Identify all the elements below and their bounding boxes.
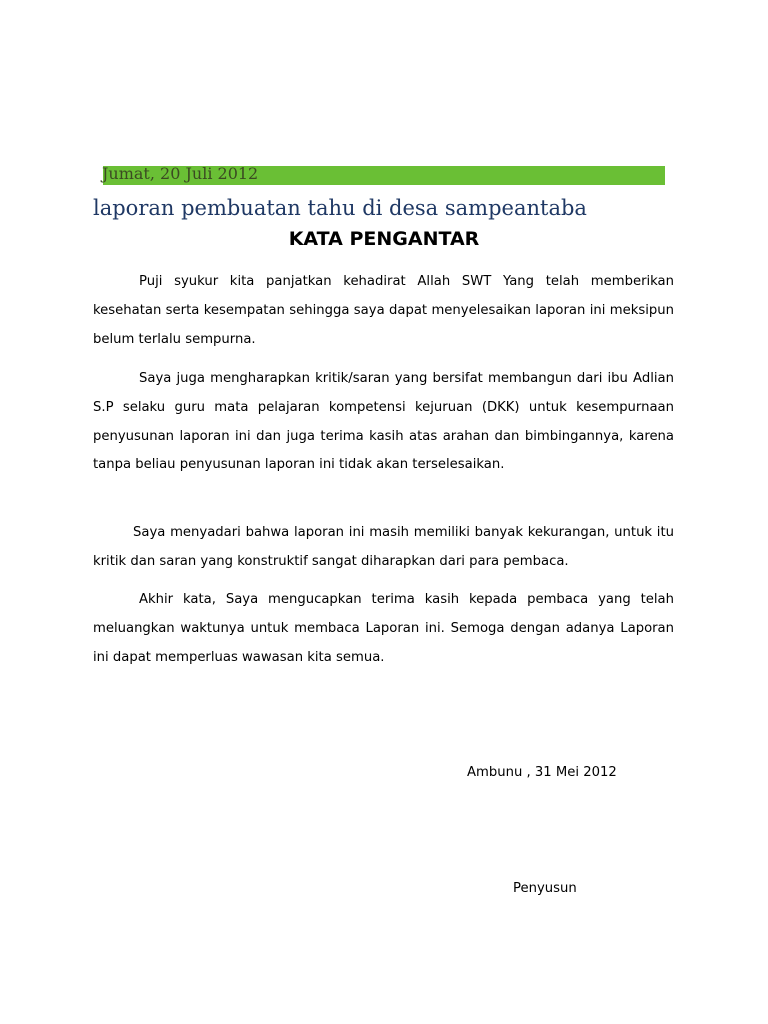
paragraph-3: Saya menyadari bahwa laporan ini masih memiliki banyak kekurangan, untuk itu kritik dan saran yang konstruktif sangat diharapkan dari para pembaca. — [93, 525, 674, 569]
paragraph-2: Saya juga mengharapkan kritik/saran yang bersifat membangun dari ibu Adlian S.P selaku guru mata pelajaran kompetensi kejuruan (DKK) untuk kesempurnaan penyusunan laporan ini dan juga terima kasih atas arahan dan bimbingannya, karena tanpa beliau penyusunan laporan ini tidak akan terselesaikan. — [93, 371, 674, 473]
page-heading: KATA PENGANTAR — [288, 228, 480, 250]
header-date: Jumat, 20 Juli 2012 — [102, 164, 259, 183]
paragraph-1: Puji syukur kita panjatkan kehadirat Allah SWT Yang telah memberikan kesehatan serta kesempatan sehingga saya dapat menyelesaikan laporan ini meksipun belum terlalu sempurna. — [93, 274, 674, 347]
signer-label: Penyusun — [513, 881, 577, 896]
place-and-date: Ambunu , 31 Mei 2012 — [467, 765, 617, 780]
paragraph-4: Akhir kata, Saya mengucapkan terima kasih kepada pembaca yang telah meluangkan waktunya untuk membaca Laporan ini. Semoga dengan adanya Laporan ini dapat memperluas wawasan kita semua. — [93, 592, 674, 665]
document-title: laporan pembuatan tahu di desa sampeantaba — [93, 196, 587, 220]
